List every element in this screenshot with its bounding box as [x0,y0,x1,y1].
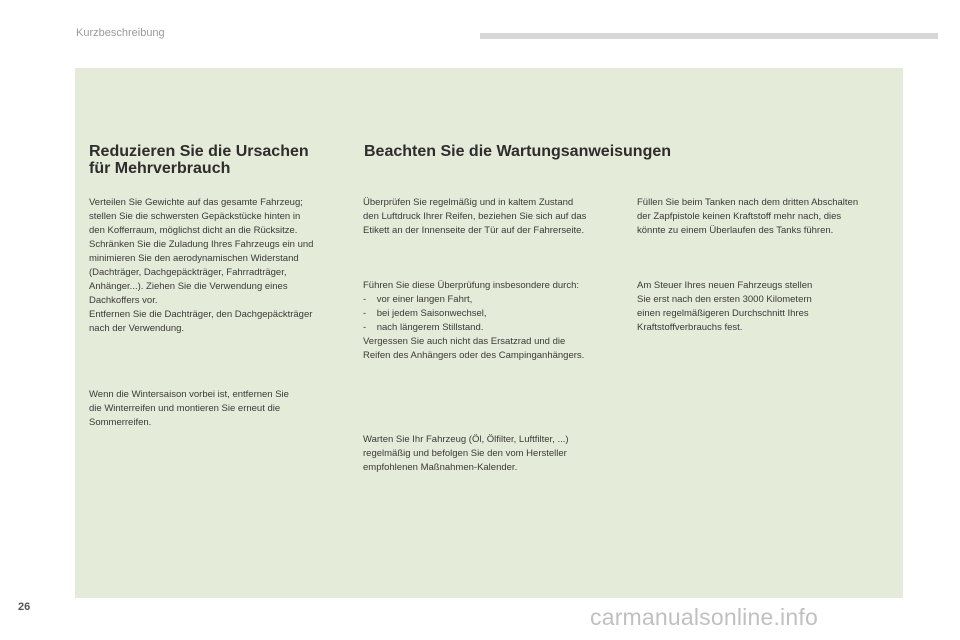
middle-paragraph-maintenance: Warten Sie Ihr Fahrzeug (Öl, Ölfilter, Luftfilter, ...) regelmäßig und befolgen Sie den vom Hersteller empfohlenen Maßnahmen-Kalender. [363,434,569,473]
left-paragraph-winter-tyres: Wenn die Wintersaison vorbei ist, entfernen Sie die Winterreifen und montieren Sie erneut die Sommerreifen. [89,389,289,428]
header-rule [480,33,938,39]
section-title: Kurzbeschreibung [76,27,165,39]
middle-paragraph-tyre-pressure: Überprüfen Sie regelmäßig und in kaltem Zustand den Luftdruck Ihrer Reifen, beziehen Sie sich auf das Etikett an der Innenseite der Tür auf der Fahrerseite. [363,197,587,236]
left-heading: Reduzieren Sie die Ursachen für Mehrverbrauch [89,143,309,177]
watermark: carmanualsonline.info [590,604,818,630]
right-paragraph-refuelling: Füllen Sie beim Tanken nach dem dritten Abschalten der Zapfpistole keinen Kraftstoff mehr nach, dies könnte zu einem Überlaufen des Tanks führen. [637,197,859,236]
right-paragraph-new-vehicle: Am Steuer Ihres neuen Fahrzeugs stellen Sie erst nach den ersten 3000 Kilometern einen regelmäßigeren Durchschnitt Ihres Kraftstoffverbrauchs fest. [637,280,813,333]
left-paragraph-weight: Verteilen Sie Gewichte auf das gesamte Fahrzeug; stellen Sie die schwersten Gepäckstücke hinten in den Kofferraum, möglichst dicht an die Rücksitze. Schränken Sie die Zuladung Ihres Fahrzeugs ein und minimieren Sie den aerodynamischen Widerstand (Dachträger, Dachgepäckträger, Fahrradträger, Anhänger...). Ziehen Sie die Verwendung eines Dachkoffers vor. Entfernen Sie die Dachträger, den Dachgepäckträger nach der Verwendung. [89,197,314,334]
middle-paragraph-checks: Führen Sie diese Überprüfung insbesondere durch: - vor einer langen Fahrt, - bei jedem Saisonwechsel, - nach längerem Stillstand. Vergessen Sie auch nicht das Ersatzrad und die Reifen des Anhängers oder des Campinganhängers. [363,280,585,361]
right-heading: Beachten Sie die Wartungsanweisungen [364,143,672,160]
page-number: 26 [18,601,31,613]
